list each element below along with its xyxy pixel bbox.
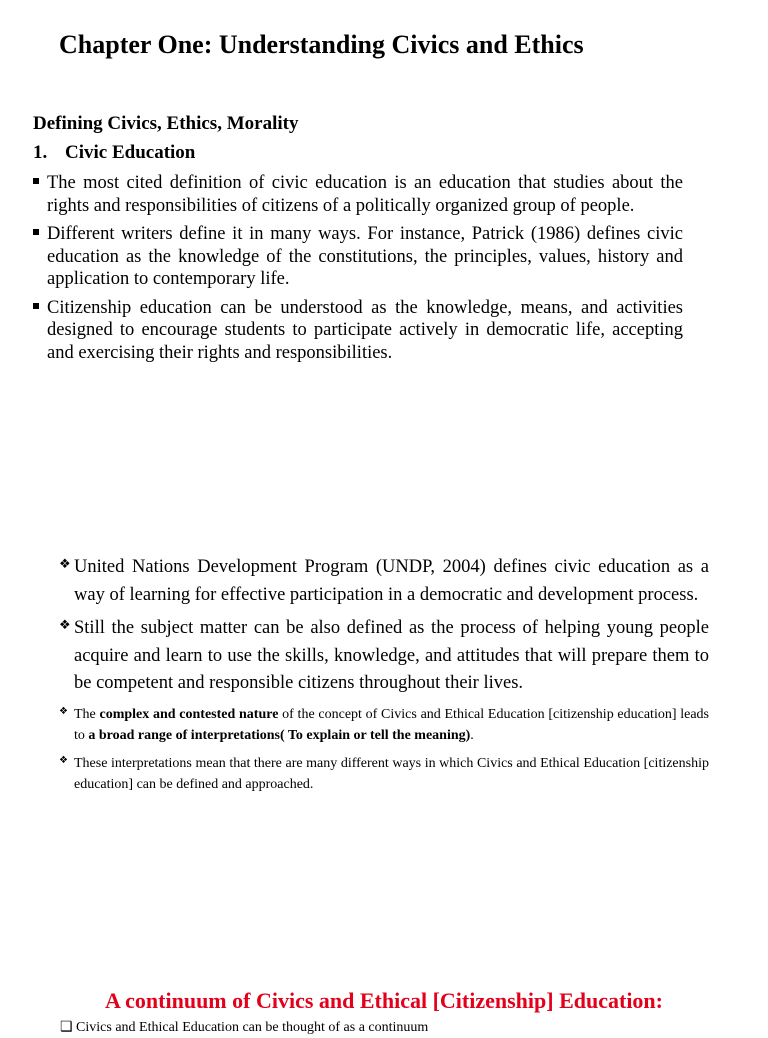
bullet-text: Citizenship education can be understood as the knowledge, means, and activities designed to encourage students to participate actively in democratic life, accepting and exercising their rights and responsibilities. <box>47 297 683 363</box>
bullet-text: Different writers define it in many ways. For instance, Patrick (1986) defines civic education as the knowledge of the constitutions, the principles, values, history and application to contemporary life. <box>47 224 683 289</box>
bullet-text: The most cited definition of civic education is an education that studies about the rights and responsibilities of citizens of a politically organized group of people. <box>47 173 683 216</box>
square-bullet-icon <box>33 178 39 184</box>
cutoff-bullet-line <box>60 1018 700 1038</box>
square-bullet-icon <box>33 303 39 309</box>
text-run: . <box>470 728 474 743</box>
bullet-text: Still the subject matter can be also defined as the process of helping young people acquire and learn to use the skills, knowledge, and attitudes that will prepare them to be competent and responsible citizens throughout their lives. <box>74 618 709 693</box>
diamond-bullet-icon: ❖ <box>59 754 68 766</box>
diamond-bullet-icon: ❖ <box>59 705 68 717</box>
list-item <box>33 297 683 365</box>
text-run: The <box>74 706 100 722</box>
diamond-bullet-icon: ❖ <box>59 557 71 572</box>
continuum-title: A continuum of Civics and Ethical [Citizenship] Education: <box>104 988 663 1013</box>
bold-phrase: complex and contested nature <box>99 706 279 722</box>
section-title: Civic Education <box>65 142 196 163</box>
text-run: of the concept of Civics and Ethical Education [citizenship education] leads to <box>74 706 709 743</box>
section-number: 1. <box>33 142 48 163</box>
list-item <box>33 223 683 291</box>
slide-2 <box>0 520 768 960</box>
bullet-text: United Nations Development Program (UNDP, 2004) defines civic education as a way of learning for effective participation in a democratic and development process. <box>74 557 709 605</box>
section-subheading: Defining Civics, Ethics, Morality <box>33 113 299 134</box>
list-item <box>59 554 709 609</box>
square-bullet-icon <box>33 229 39 235</box>
numbered-heading <box>33 142 195 164</box>
list-item <box>59 615 709 698</box>
definition-bullet-list <box>33 172 683 370</box>
list-item <box>59 753 709 796</box>
diamond-bullet-list <box>59 554 709 802</box>
bold-phrase: a broad range of interpretations( To explain or tell the meaning) <box>88 728 471 743</box>
diamond-bullet-icon: ❖ <box>59 618 71 633</box>
bullet-text: These interpretations mean that there are many different ways in which Civics and Ethical Education [citizenship education] can be defined and approached. <box>74 755 709 792</box>
slide-3 <box>0 960 768 1035</box>
bullet-text <box>74 707 709 744</box>
list-item <box>59 704 709 747</box>
partial-line-text: ❑ Civics and Ethical Education can be thought of as a continuum <box>60 1020 429 1035</box>
page-title: Chapter One: Understanding Civics and Ethics <box>59 30 584 59</box>
list-item <box>33 172 683 217</box>
